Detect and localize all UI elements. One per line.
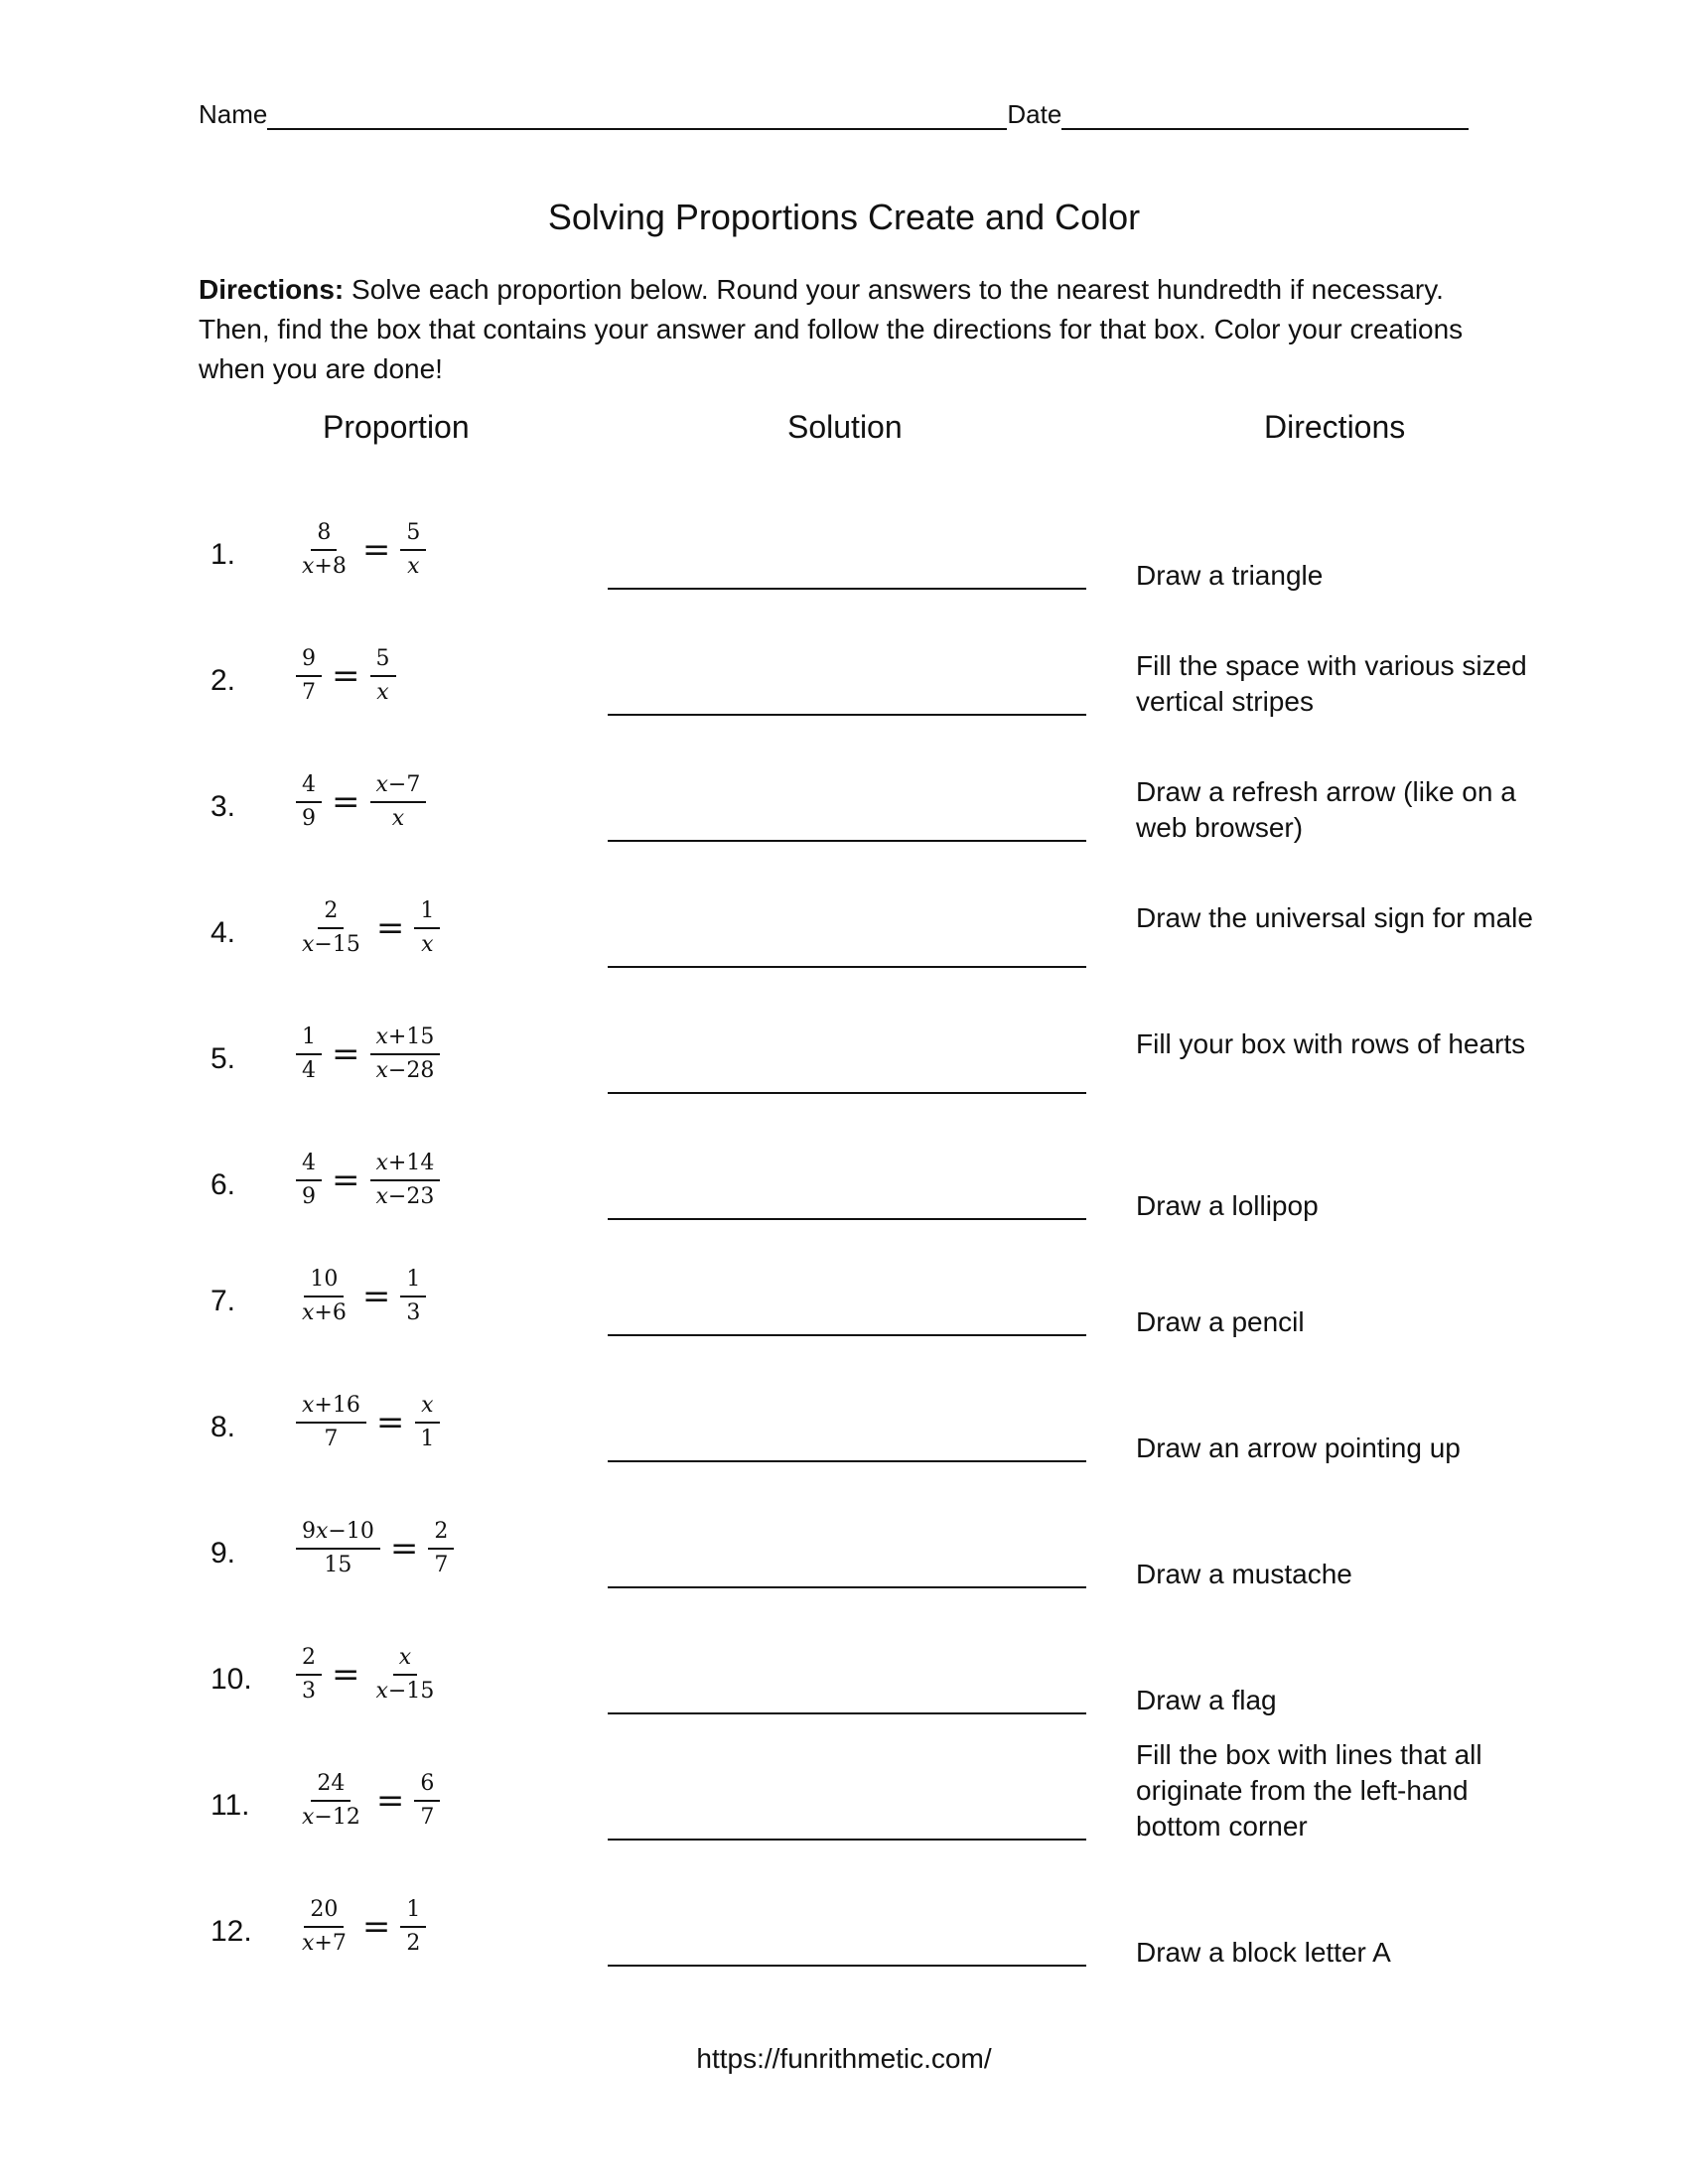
left-numerator: 20: [304, 1897, 344, 1928]
solution-answer-line[interactable]: [608, 966, 1086, 968]
right-numerator: 𝑥+15: [370, 1024, 441, 1055]
left-numerator: 10: [304, 1267, 344, 1297]
equals-sign: =: [332, 1160, 360, 1200]
direction-text: Draw a mustache: [1136, 1559, 1352, 1589]
right-numerator: 1: [400, 1897, 426, 1928]
proportion-equation: [294, 1151, 442, 1210]
right-numerator: 6: [414, 1771, 440, 1802]
solution-answer-line[interactable]: [608, 588, 1086, 590]
problem-number: 9.: [211, 1537, 236, 1570]
left-numerator: 4: [296, 772, 322, 803]
directions-text: Solve each proportion below. Round your answers to the nearest hundredth if necessary. Then, find the box that contains your answer and follow the directions for that box. Color your creations when you are done!: [199, 274, 1464, 384]
proportion-equation: [294, 1024, 442, 1084]
right-fraction: [414, 1393, 440, 1452]
problem-number: 7.: [211, 1285, 236, 1317]
solution-answer-line[interactable]: [608, 1839, 1086, 1841]
direction-text: Fill the box with lines that all originate from the left-hand bottom corner: [1136, 1739, 1482, 1842]
direction-text: Draw an arrow pointing up: [1136, 1433, 1461, 1463]
equals-sign: =: [332, 1034, 360, 1074]
right-numerator: 5: [370, 646, 396, 677]
solution-answer-line[interactable]: [608, 840, 1086, 842]
right-fraction: [370, 646, 396, 706]
right-denominator: 𝑥−28: [375, 1058, 435, 1083]
right-fraction: [370, 1024, 441, 1084]
name-label: Name: [199, 99, 268, 129]
problem-row: [0, 1515, 1688, 1634]
equals-sign: =: [361, 1907, 391, 1947]
solution-answer-line[interactable]: [608, 1460, 1086, 1462]
proportion-equation: [294, 1519, 456, 1578]
left-denominator: 𝑥+8: [302, 554, 347, 579]
left-fraction: [296, 646, 322, 706]
equals-sign: =: [332, 782, 360, 822]
left-denominator: 𝑥−15: [302, 932, 360, 957]
problem-number: 1.: [211, 538, 236, 571]
left-numerator: 9: [296, 646, 322, 677]
right-numerator: 1: [400, 1267, 426, 1297]
left-fraction: [296, 898, 366, 958]
proportion-equation: [294, 1897, 428, 1957]
column-header-proportion: Proportion: [323, 409, 470, 445]
solution-answer-line[interactable]: [608, 714, 1086, 716]
footer-url: https://funrithmetic.com/: [696, 2043, 992, 2074]
solution-answer-line[interactable]: [608, 1334, 1086, 1336]
equals-sign: =: [361, 1277, 391, 1316]
proportion-equation: [294, 898, 442, 958]
problem-row: [0, 642, 1688, 761]
proportion-equation: [294, 1393, 442, 1452]
left-numerator: 2: [318, 898, 344, 929]
left-denominator: 𝑥+6: [302, 1300, 347, 1325]
equals-sign: =: [375, 1403, 405, 1442]
problem-number: 5.: [211, 1042, 236, 1075]
left-numerator: 2: [296, 1645, 322, 1676]
right-numerator: 1: [414, 898, 440, 929]
proportion-equation: [294, 520, 428, 580]
direction-text: Draw a block letter A: [1136, 1937, 1391, 1968]
equals-sign: =: [375, 908, 405, 948]
problem-number: 6.: [211, 1168, 236, 1201]
right-denominator: 3: [406, 1300, 421, 1325]
left-denominator: 𝑥+7: [302, 1931, 347, 1956]
problem-row: [0, 1147, 1688, 1266]
right-numerator: 5: [400, 520, 426, 551]
left-denominator: 15: [324, 1553, 352, 1577]
right-fraction: [370, 772, 427, 832]
right-numerator: 𝑥: [415, 1393, 439, 1424]
right-denominator: 1: [420, 1427, 435, 1451]
direction-text: Draw a flag: [1136, 1685, 1277, 1715]
directions-label: Directions:: [199, 274, 345, 305]
left-fraction: [296, 1267, 352, 1326]
right-fraction: [370, 1151, 441, 1210]
right-fraction: [414, 898, 440, 958]
left-numerator: 1: [296, 1024, 322, 1055]
proportion-equation: [294, 646, 398, 706]
problem-number: 3.: [211, 790, 236, 823]
right-denominator: 7: [420, 1805, 435, 1830]
problem-number: 4.: [211, 916, 236, 949]
direction-text: Draw a triangle: [1136, 560, 1324, 591]
left-fraction: [296, 772, 322, 832]
right-denominator: 𝑥: [421, 932, 434, 957]
left-numerator: 8: [311, 520, 337, 551]
column-header-solution: Solution: [787, 409, 903, 445]
problem-row: [0, 516, 1688, 635]
left-denominator: 7: [324, 1427, 339, 1451]
direction-text: Draw the universal sign for male: [1136, 902, 1533, 933]
problem-number: 2.: [211, 664, 236, 697]
equals-sign: =: [375, 1781, 405, 1821]
problem-number: 8.: [211, 1411, 236, 1443]
left-denominator: 𝑥−12: [302, 1805, 360, 1830]
right-denominator: 𝑥: [391, 806, 405, 831]
equals-sign: =: [389, 1529, 419, 1569]
right-fraction: [414, 1771, 440, 1831]
left-fraction: [296, 1645, 322, 1705]
right-numerator: 𝑥−7: [370, 772, 427, 803]
left-denominator: 9: [302, 1184, 316, 1209]
right-denominator: 𝑥−15: [375, 1679, 435, 1704]
left-fraction: [296, 1897, 352, 1957]
problem-row: [0, 1739, 1688, 1886]
right-numerator: 𝑥: [393, 1645, 417, 1676]
right-fraction: [428, 1519, 454, 1578]
direction-text: Draw a pencil: [1136, 1306, 1305, 1337]
direction-text: Draw a lollipop: [1136, 1190, 1319, 1221]
proportion-equation: [294, 772, 428, 832]
solution-answer-line[interactable]: [608, 1712, 1086, 1714]
date-blank-line[interactable]: [1061, 102, 1469, 130]
left-fraction: [296, 520, 352, 580]
right-fraction: [400, 1897, 426, 1957]
right-fraction: [400, 520, 426, 580]
problem-row: [0, 1893, 1688, 2012]
direction-text: Fill the space with various sized vertical stripes: [1136, 650, 1527, 717]
date-label: Date: [1007, 99, 1062, 129]
proportion-equation: [294, 1267, 428, 1326]
right-denominator: 2: [406, 1931, 421, 1956]
left-fraction: [296, 1519, 380, 1578]
problem-number: 12.: [211, 1915, 252, 1948]
page-title: Solving Proportions Create and Color: [547, 197, 1141, 237]
left-denominator: 7: [302, 680, 316, 705]
left-fraction: [296, 1393, 366, 1452]
equals-sign: =: [332, 1655, 360, 1695]
solution-answer-line[interactable]: [608, 1218, 1086, 1220]
solution-answer-line[interactable]: [608, 1586, 1086, 1588]
problem-row: [0, 768, 1688, 887]
right-fraction: [400, 1267, 426, 1326]
left-fraction: [296, 1024, 322, 1084]
problem-row: [0, 894, 1688, 1014]
right-numerator: 𝑥+14: [370, 1151, 441, 1181]
left-denominator: 3: [302, 1679, 316, 1704]
left-numerator: 9𝑥−10: [296, 1519, 380, 1550]
right-denominator: 7: [434, 1553, 449, 1577]
right-numerator: 2: [428, 1519, 454, 1550]
direction-text: Draw a refresh arrow (like on a web browser): [1136, 776, 1516, 843]
proportion-equation: [294, 1771, 442, 1831]
left-fraction: [296, 1151, 322, 1210]
right-denominator: 𝑥−23: [375, 1184, 435, 1209]
left-numerator: 24: [311, 1771, 351, 1802]
directions-paragraph: [199, 270, 1509, 389]
problem-row: [0, 1263, 1688, 1382]
left-numerator: 𝑥+16: [296, 1393, 366, 1424]
right-fraction: [370, 1645, 441, 1705]
problem-row: [0, 1021, 1688, 1140]
left-fraction: [296, 1771, 366, 1831]
problem-number: 10.: [211, 1663, 252, 1696]
solution-answer-line[interactable]: [608, 1092, 1086, 1094]
left-numerator: 4: [296, 1151, 322, 1181]
name-blank-line[interactable]: [267, 102, 1007, 130]
name-date-row: [199, 99, 1489, 130]
right-denominator: 𝑥: [407, 554, 420, 579]
right-denominator: 𝑥: [376, 680, 389, 705]
left-denominator: 9: [302, 806, 316, 831]
proportion-equation: [294, 1645, 442, 1705]
problem-number: 11.: [211, 1789, 250, 1822]
left-denominator: 4: [302, 1058, 316, 1083]
column-header-directions: Directions: [1264, 409, 1406, 445]
problem-row: [0, 1389, 1688, 1508]
equals-sign: =: [361, 530, 391, 570]
equals-sign: =: [332, 656, 360, 696]
direction-text: Fill your box with rows of hearts: [1136, 1028, 1526, 1059]
solution-answer-line[interactable]: [608, 1965, 1086, 1967]
